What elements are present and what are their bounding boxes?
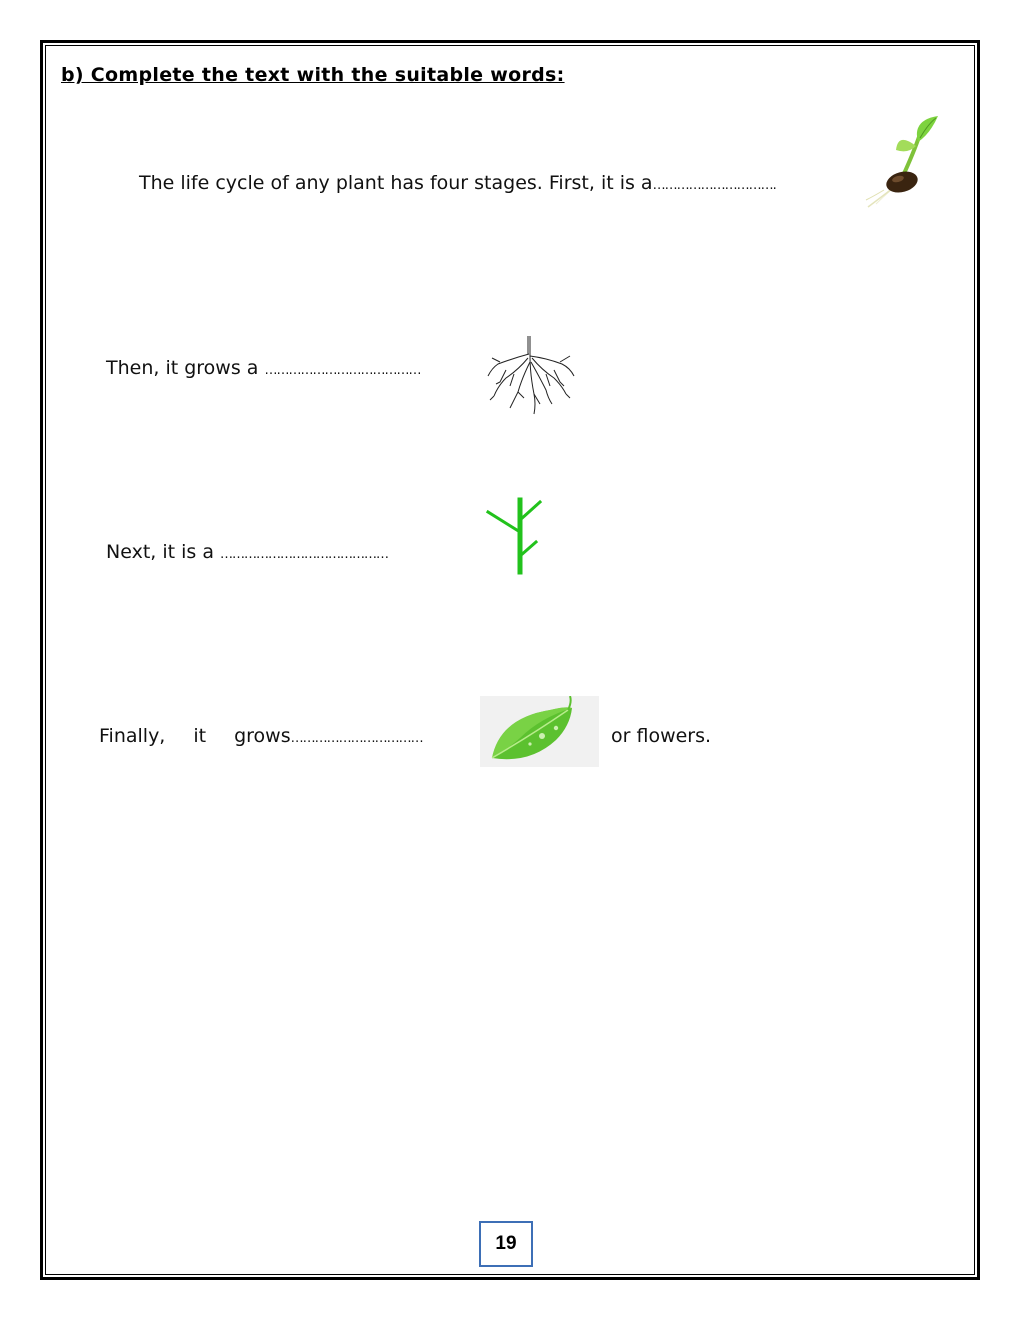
stem-icon	[484, 496, 544, 576]
sentence-fourth-word-finally: Finally,	[99, 725, 166, 747]
seed-sprout-icon	[858, 112, 946, 212]
sentence-fourth	[99, 725, 423, 747]
answer-blank-third[interactable]: ……………………………………	[220, 547, 389, 562]
exercise-heading: b) Complete the text with the suitable words:	[61, 64, 565, 86]
answer-blank-first[interactable]: ………………………….	[652, 178, 776, 193]
sentence-second-text: Then, it grows a	[106, 357, 265, 379]
roots-icon	[484, 334, 576, 416]
sentence-first	[139, 172, 776, 194]
sentence-fourth-word-it: it	[193, 725, 207, 747]
sentence-fourth-word-grows: grows	[234, 725, 291, 747]
sentence-second	[106, 357, 420, 379]
sentence-first-text: The life cycle of any plant has four stages. First, it is a	[139, 172, 653, 194]
sentence-third	[106, 541, 388, 563]
sentence-fourth-ending: or flowers.	[611, 725, 712, 747]
page-number-text: 19	[495, 1233, 517, 1254]
page-number	[479, 1221, 533, 1267]
answer-blank-second[interactable]: …………………………………	[264, 363, 421, 378]
sentence-third-text: Next, it is a	[106, 541, 221, 563]
leaf-icon	[480, 696, 599, 767]
page-border-inner	[45, 45, 975, 1275]
answer-blank-fourth[interactable]: ……………………………	[290, 731, 423, 746]
